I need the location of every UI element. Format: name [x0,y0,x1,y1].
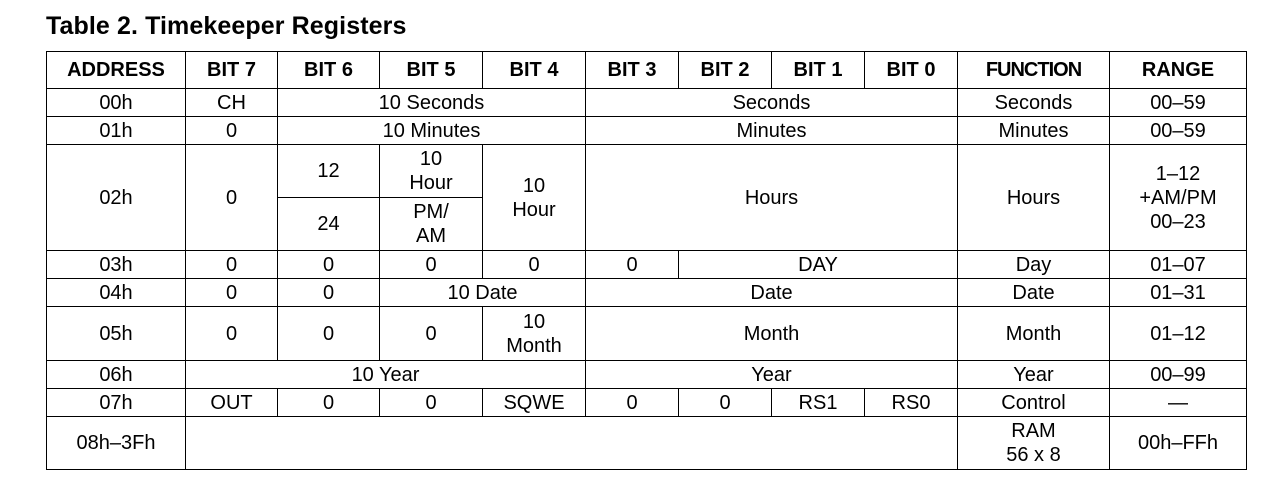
bit-field-cell: DAY [679,251,958,279]
bit-field-cell: 10 Year [186,361,586,389]
range-cell: 00–99 [1110,361,1247,389]
bit-cell: 0 [186,279,278,307]
cell-line: 10 [522,310,546,333]
bit-cell: 0 [483,251,586,279]
range-cell: 00h–FFh [1110,417,1247,470]
table-row [47,117,1247,145]
bit-field-cell: 10 Seconds [278,89,586,117]
range-cell: 00–59 [1110,89,1247,117]
header-bit3: BIT 3 [586,52,679,89]
bit-cell [380,198,483,251]
range-cell: 01–07 [1110,251,1247,279]
function-cell: Hours [958,145,1110,251]
bit-cell: OUT [186,389,278,417]
table-row [47,251,1247,279]
bit-cell: SQWE [483,389,586,417]
bit-cell: 12 [278,145,380,198]
bit-cell: 0 [586,251,679,279]
bit-cell [483,307,586,361]
bit-cell: 24 [278,198,380,251]
address-cell: 05h [47,307,186,361]
bit-cell: CH [186,89,278,117]
bit-field-cell: Year [586,361,958,389]
bit-field-cell: 10 Minutes [278,117,586,145]
empty-bit-field-cell [186,417,958,470]
table-row [47,389,1247,417]
timekeeper-registers-table [46,51,1247,470]
bit-cell: 0 [186,251,278,279]
header-address: ADDRESS [47,52,186,89]
table-row [47,361,1247,389]
bit-cell: 0 [186,145,278,251]
bit-cell: 0 [679,389,772,417]
table-row [47,307,1247,361]
cell-line: 00–23 [1150,210,1206,233]
bit-field-cell: Date [586,279,958,307]
function-cell: Date [958,279,1110,307]
cell-line: Month [506,334,562,357]
header-bit1: BIT 1 [772,52,865,89]
bit-cell [483,145,586,251]
address-cell: 02h [47,145,186,251]
bit-cell: 0 [186,307,278,361]
cell-line: Hour [409,172,453,194]
function-cell: Minutes [958,117,1110,145]
header-range: RANGE [1110,52,1247,89]
table-row [47,89,1247,117]
cell-line: +AM/PM [1139,186,1217,209]
bit-cell: 0 [278,389,380,417]
bit-cell: 0 [278,307,380,361]
header-bit2: BIT 2 [679,52,772,89]
cell-line: AM [416,225,446,247]
header-bit6: BIT 6 [278,52,380,89]
bit-field-cell: Hours [586,145,958,251]
cell-line: Hour [512,198,556,221]
bit-cell [380,145,483,198]
function-cell: Day [958,251,1110,279]
function-cell [958,417,1110,470]
bit-field-cell: Month [586,307,958,361]
bit-cell: 0 [278,279,380,307]
function-cell: Month [958,307,1110,361]
table-title: Table 2. Timekeeper Registers [46,12,407,40]
range-cell: — [1110,389,1247,417]
bit-field-cell: Minutes [586,117,958,145]
range-cell: 00–59 [1110,117,1247,145]
header-bit7: BIT 7 [186,52,278,89]
cell-line: RAM [1011,420,1056,442]
bit-cell: 0 [380,251,483,279]
address-cell: 01h [47,117,186,145]
cell-line: PM/ [413,201,449,223]
bit-cell: 0 [278,251,380,279]
bit-cell: 0 [186,117,278,145]
bit-cell: RS0 [865,389,958,417]
address-cell: 04h [47,279,186,307]
header-function: FUNCTION [958,52,1110,89]
bit-cell: 0 [586,389,679,417]
bit-field-cell: Seconds [586,89,958,117]
address-cell: 00h [47,89,186,117]
address-cell: 07h [47,389,186,417]
header-bit5: BIT 5 [380,52,483,89]
table-row [47,279,1247,307]
address-cell: 03h [47,251,186,279]
cell-line: 56 x 8 [1006,444,1061,466]
cell-line: 10 [522,174,546,197]
cell-line: 10 [419,148,443,170]
cell-line: 1–12 [1155,162,1201,185]
bit-field-cell: 10 Date [380,279,586,307]
bit-cell: RS1 [772,389,865,417]
range-cell: 01–12 [1110,307,1247,361]
address-cell: 06h [47,361,186,389]
header-row [47,52,1247,89]
function-cell: Year [958,361,1110,389]
header-bit0: BIT 0 [865,52,958,89]
bit-cell: 0 [380,389,483,417]
range-cell [1110,145,1247,251]
address-cell: 08h–3Fh [47,417,186,470]
table-row [47,145,1247,198]
bit-cell: 0 [380,307,483,361]
function-cell: Control [958,389,1110,417]
table-row [47,417,1247,470]
range-cell: 01–31 [1110,279,1247,307]
header-bit4: BIT 4 [483,52,586,89]
function-cell: Seconds [958,89,1110,117]
